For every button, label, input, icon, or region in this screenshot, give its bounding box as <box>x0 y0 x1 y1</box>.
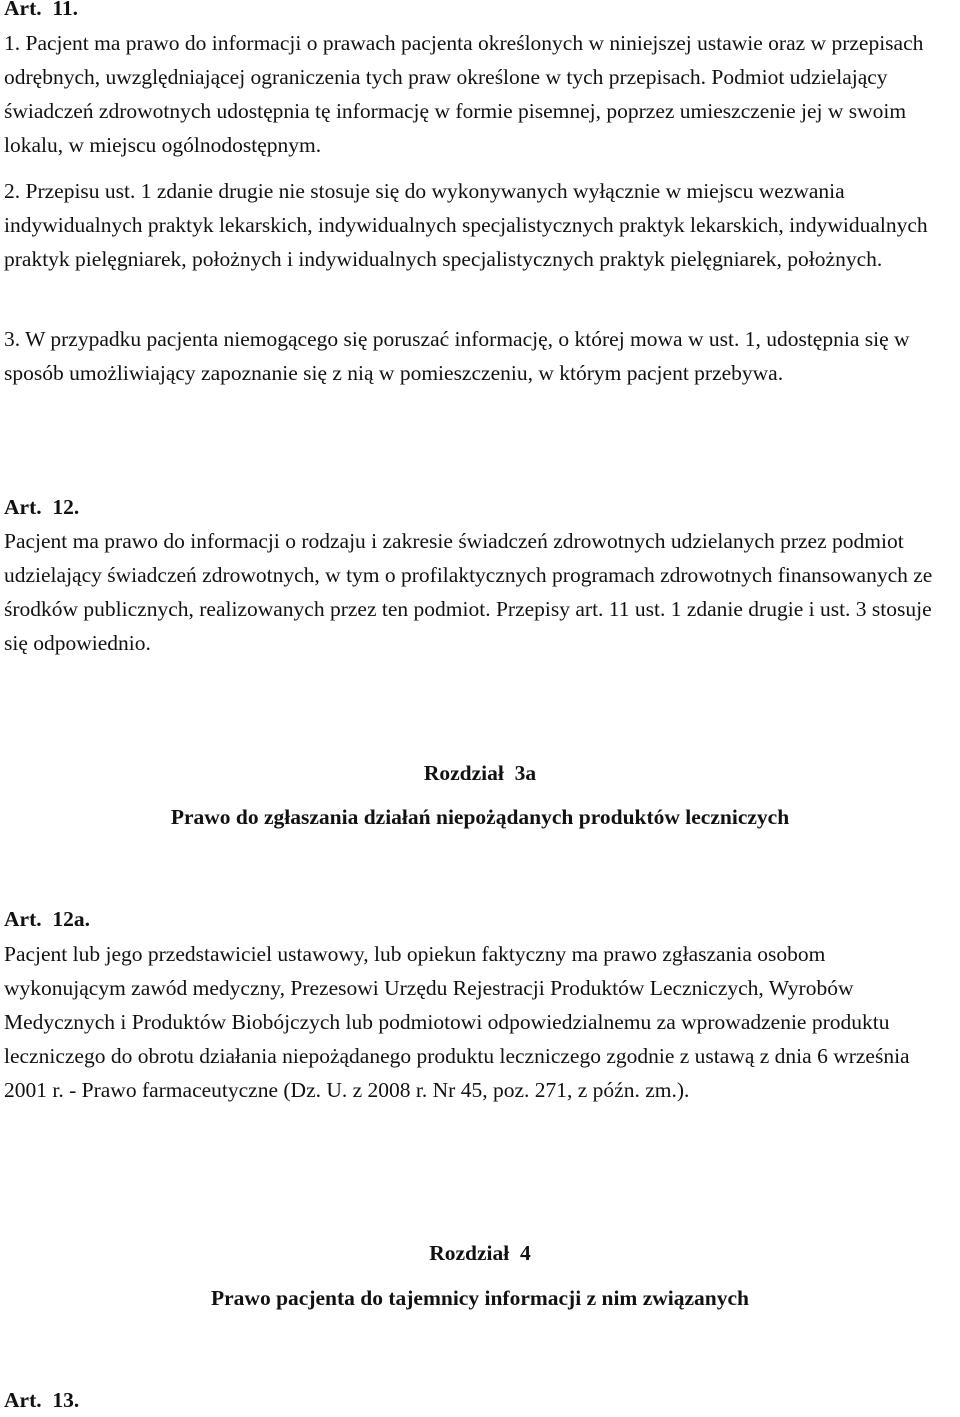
art-11-paragraph-2: 2. Przepisu ust. 1 zdanie drugie nie stosuje się do wykonywanych wyłącznie w miejscu wezwania indywidualnych praktyk lekarskich, indywidualnych specjalistycznych praktyk lekarskich, indywidualnych praktyk pielęgniarek, położnych i indywidualnych specjalistycznych praktyk pielęgniarek, położnych. <box>4 179 928 271</box>
art-13-heading: Art. 13. <box>4 1388 80 1412</box>
art-11-paragraph-1: 1. Pacjent ma prawo do informacji o prawach pacjenta określonych w niniejszej ustawie oraz w przepisach odrębnych, uwzględniającej ograniczenia tych praw określone w tych przepisach. Podmiot udzielający świadczeń zdrowotnych udostępnia tę informację w formie pisemnej, poprzez umieszczenie jej w swoim lokalu, w miejscu ogólnodostępnym. <box>4 31 924 157</box>
chapter-3a-title: Prawo do zgłaszania działań niepożądanych produktów leczniczych <box>170 805 790 829</box>
art-11-heading: Art. 11. <box>4 0 79 20</box>
art-11-paragraph-3: 3. W przypadku pacjenta niemogącego się poruszać informację, o której mowa w ust. 1, udostępnia się w sposób umożliwiający zapoznanie się z nią w pomieszczeniu, w którym pacjent przebywa. <box>4 327 910 385</box>
art-12a-paragraph-1: Pacjent lub jego przedstawiciel ustawowy, lub opiekun faktyczny ma prawo zgłaszania osobom wykonującym zawód medyczny, Prezesowi Urzędu Rejestracji Produktów Leczniczych, Wyrobów Medycznych i Produktów Biobójczych lub podmiotowi odpowiedzialnemu za wprowadzenie produktu leczniczego do obrotu działania niepożądanego produktu leczniczego zgodnie z ustawą z dnia 6 września 2001 r. - Prawo farmaceutyczne (Dz. U. z 2008 r. Nr 45, poz. 271, z późn. zm.). <box>4 942 910 1102</box>
art-12a-heading: Art. 12a. <box>4 907 90 931</box>
art-12-heading: Art. 12. <box>4 495 80 519</box>
chapter-4-title: Prawo pacjenta do tajemnicy informacji z nim związanych <box>211 1286 749 1310</box>
chapter-3a-number: Rozdział 3a <box>423 761 537 785</box>
art-12-paragraph-1: Pacjent ma prawo do informacji o rodzaju i zakresie świadczeń zdrowotnych udzielanych przez podmiot udzielający świadczeń zdrowotnych, w tym o profilaktycznych programach zdrowotnych finansowanych ze środków publicznych, realizowanych przez ten podmiot. Przepisy art. 11 ust. 1 zdanie drugie i ust. 3 stosuje się odpowiednio. <box>4 529 933 655</box>
chapter-4-number: Rozdział 4 <box>429 1241 531 1265</box>
